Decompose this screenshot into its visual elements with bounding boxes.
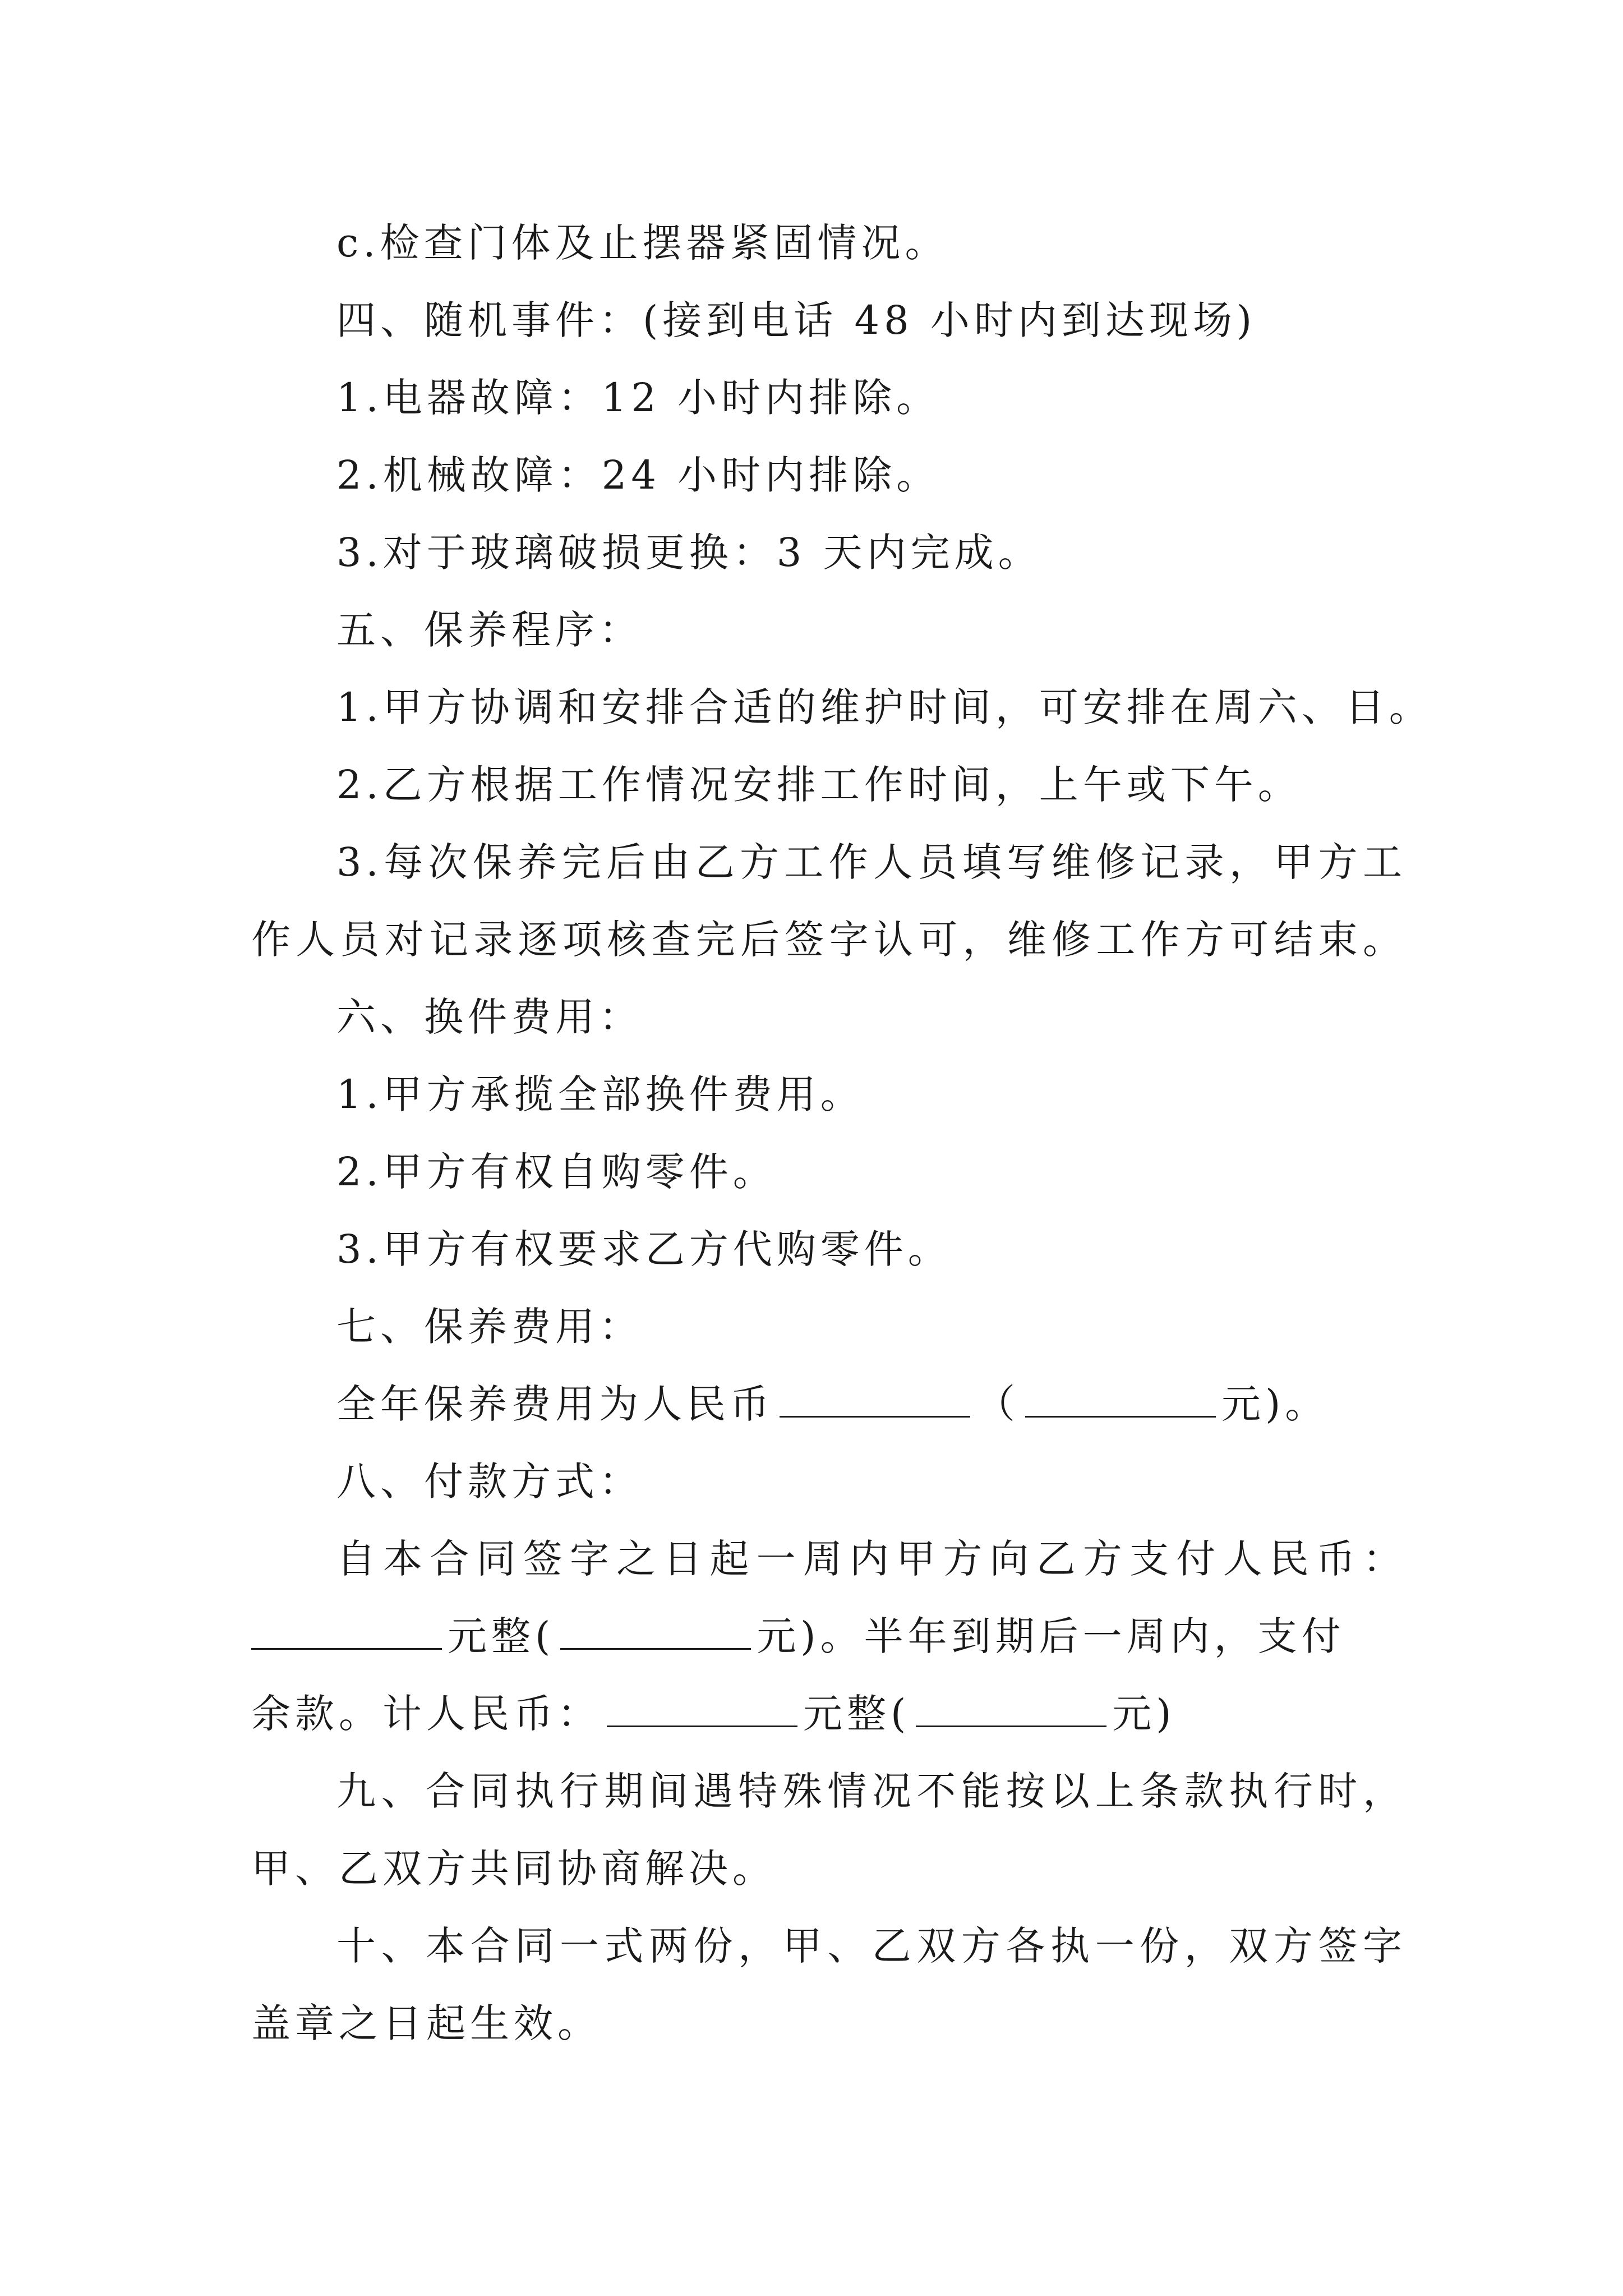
section-heading: 六、换件费用： <box>336 994 643 1040</box>
payment-line <box>251 1683 1407 1745</box>
paragraph-line: 九、合同执行期间遇特殊情况不能按以上条款执行时， <box>336 1768 1407 1814</box>
payment-text: 余款。计人民币： <box>251 1691 601 1737</box>
paragraph-line: 3.每次保养完后由乙方工作人员填写维修记录，甲方工 <box>336 839 1407 885</box>
payment-text: 元整( <box>803 1691 911 1737</box>
paragraph-line: 1.甲方承揽全部换件费用。 <box>336 1071 864 1117</box>
paragraph-line: 3.甲方有权要求乙方代购零件。 <box>336 1226 952 1272</box>
paragraph-line: 2.乙方根据工作情况安排工作时间，上午或下午。 <box>336 762 1302 808</box>
payment-text: 元)。半年到期后一周内，支付 <box>757 1613 1345 1659</box>
paragraph-line: 3.对于玻璃破损更换：3 天内完成。 <box>336 530 1042 576</box>
amount-blank <box>560 1616 751 1650</box>
payment-text: 元) <box>1112 1691 1176 1737</box>
fee-prefix: 全年保养费用为人民币 <box>336 1381 774 1427</box>
paragraph-line: c.检查门体及止摆器紧固情况。 <box>336 220 949 266</box>
paragraph-line: 甲、乙双方共同协商解决。 <box>251 1846 776 1892</box>
paragraph-line: 2.机械故障：24 小时内排除。 <box>336 452 940 498</box>
payment-text: 元整( <box>448 1613 555 1659</box>
paragraph-line: 1.甲方协调和安排合适的维护时间，可安排在周六、日。 <box>336 684 1433 730</box>
fee-line <box>336 1373 1492 1435</box>
section-heading: 七、保养费用： <box>336 1304 643 1350</box>
paragraph-line: 2.甲方有权自购零件。 <box>336 1149 777 1195</box>
amount-blank <box>1025 1383 1216 1418</box>
fee-mid: （ <box>976 1381 1020 1427</box>
paragraph-line: 十、本合同一式两份，甲、乙双方各执一份，双方签字 <box>336 1923 1407 1969</box>
payment-line <box>251 1605 1407 1667</box>
section-heading: 四、随机事件：(接到电话 48 小时内到达现场) <box>336 297 1257 343</box>
paragraph-line: 自本合同签字之日起一周内甲方向乙方支付人民币： <box>336 1536 1407 1582</box>
paragraph-line: 作人员对记录逐项核查完后签字认可，维修工作方可结束。 <box>251 917 1407 963</box>
fee-suffix: 元)。 <box>1221 1381 1329 1427</box>
amount-blank <box>607 1693 797 1727</box>
paragraph-line: 1.电器故障：12 小时内排除。 <box>336 375 940 421</box>
section-heading: 五、保养程序： <box>336 607 643 653</box>
amount-blank <box>780 1383 970 1418</box>
amount-blank <box>251 1616 442 1650</box>
amount-blank <box>916 1693 1106 1727</box>
section-heading: 八、付款方式： <box>336 1458 643 1504</box>
paragraph-line: 盖章之日起生效。 <box>251 2000 601 2046</box>
